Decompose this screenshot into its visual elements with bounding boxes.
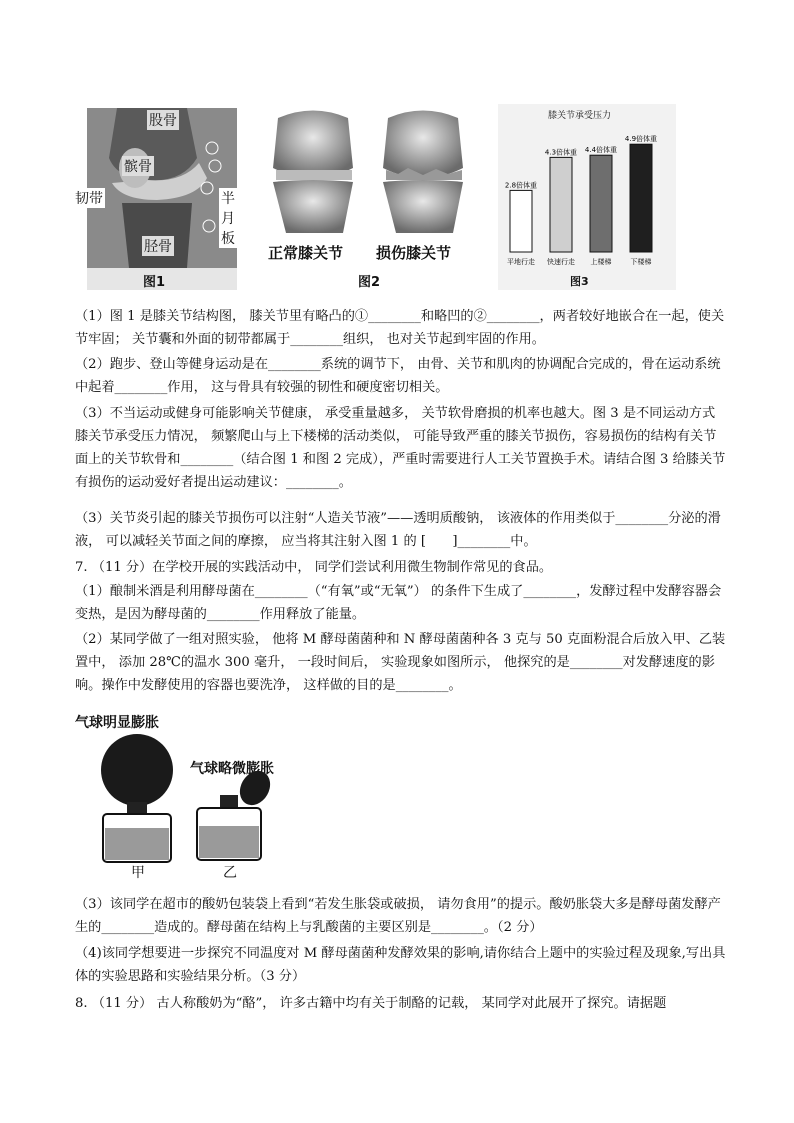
label-meniscus: 半月板 (219, 188, 237, 248)
q7-part-3: （3）该同学在超市的酸奶包装袋上看到“若发生胀袋或破损， 请勿食用”的提示。酸奶胀袋大多是酵母菌发酵产生的________造成的。酵母菌在结构上与乳酸菌的主要区别是________。（2 分） (75, 897, 721, 935)
figure-2-knee-comparison (258, 108, 488, 290)
label-balloon-slight: 气球略微膨胀 (190, 761, 274, 777)
q7-part-1: （1）酿制米酒是利用酵母菌在________（“有氧”或“无氧”） 的条件下生成了________，发酵过程中发酵容器会变热，是因为酵母菌的________作用释放了能量。 (75, 584, 722, 622)
category-label-0: 平地行走 (507, 258, 535, 266)
label-normal-knee: 正常膝关节 (268, 244, 344, 262)
pressure-bar-chart (498, 122, 676, 282)
bar-label-2: 4.4倍体重 (584, 146, 618, 155)
label-jar-a: 甲 (131, 865, 145, 881)
figure-2-caption: 图2 (358, 275, 381, 290)
q8-header: 8. （11 分） 古人称酸奶为“酪”， 许多古籍中均有关于制酪的记载， 某同学对此展开了探究。请据题 (75, 996, 667, 1011)
bar-label-3: 4.9倍体重 (624, 135, 658, 144)
label-femur: 股骨 (147, 110, 179, 130)
bar-label-0: 2.8倍体重 (504, 181, 538, 190)
figure-3-chart (498, 104, 676, 290)
category-label-2: 上楼梯 (590, 258, 612, 266)
bar-1 (550, 157, 572, 252)
fermentation-experiment-figure (75, 710, 295, 880)
q6-part-4: （3）关节炎引起的膝关节损伤可以注射“人造关节液”——透明质酸钠， 该液体的作用类似于________分泌的滑液， 可以减轻关节面之间的摩擦， 应当将其注射入图 1 的 [ ]________中。 (75, 511, 721, 549)
label-ligament: 韧带 (73, 188, 105, 208)
small-balloon (234, 765, 276, 810)
category-label-1: 快速行走 (547, 258, 575, 266)
chart-title: 膝关节承受压力 (548, 111, 612, 121)
bar-3 (630, 144, 652, 252)
q6-part-2: （2）跑步、登山等健身运动是在________系统的调节下， 由骨、关节和肌肉的协调配合完成的，骨在运动系统中起着________作用， 这与骨具有较强的韧性和硬度密切相关。 (75, 357, 721, 395)
bar-label-1: 4.3倍体重 (544, 148, 578, 157)
figure-3-caption: 图3 (570, 275, 589, 288)
bottles-with-balloons (75, 710, 295, 880)
figure-1-caption: 图1 (143, 275, 166, 290)
category-label-3: 下楼梯 (630, 258, 652, 266)
label-patella: 髌骨 (122, 156, 154, 176)
q6-part-3: （3）不当运动或健身可能影响关节健康， 承受重量越多， 关节软骨磨损的机率也越大。图 3 是不同运动方式膝关节承受压力情况， 频繁爬山与上下楼梯的活动类似， 可能导致严重的膝关节损伤，容易损伤的结构有关节面上的关节软骨和________（结合图 1 和图 2 完成），严重时需要进行人工关节置换手术。请结合图 3 给膝关节有损伤的运动爱好者提出运动建议：________。 (75, 406, 726, 490)
q7-part-2: （2）某同学做了一组对照实验， 他将 M 酵母菌菌种和 N 酵母菌菌种各 3 克与 50 克面粉混合后放入甲、乙装置中， 添加 28℃的温水 300 毫升， 一段时间后， 实验现象如图所示， 他探究的是________对发酵速度的影响。操作中发酵使用的容器也要洗净， 这样做的目的是________。 (75, 632, 726, 693)
q7-header: 7. （11 分）在学校开展的实践活动中， 同学们尝试利用微生物制作常见的食品。 (75, 560, 553, 575)
label-tibia: 胫骨 (142, 236, 174, 256)
knee-structure-diagram (87, 108, 237, 290)
label-balloon-obvious: 气球明显膨胀 (75, 715, 159, 731)
q7-part-4: （4)该同学想要进一步探究不同温度对 M 酵母菌菌种发酵效果的影响,请你结合上题中的实验过程及现象,写出具体的实验思路和实验结果分析。（3 分） (75, 946, 726, 984)
bar-2 (590, 155, 612, 252)
bar-0 (510, 190, 532, 252)
figure-1-knee-structure (75, 108, 237, 290)
label-jar-b: 乙 (223, 865, 237, 881)
q6-part-1: （1）图 1 是膝关节结构图， 膝关节里有略凸的①________和略凹的②________，两者较好地嵌合在一起，使关节牢固； 关节囊和外面的韧带都属于________组织， 也对关节起到牢固的作用。 (75, 309, 725, 347)
label-damaged-knee: 损伤膝关节 (376, 244, 452, 262)
large-balloon (101, 734, 173, 806)
